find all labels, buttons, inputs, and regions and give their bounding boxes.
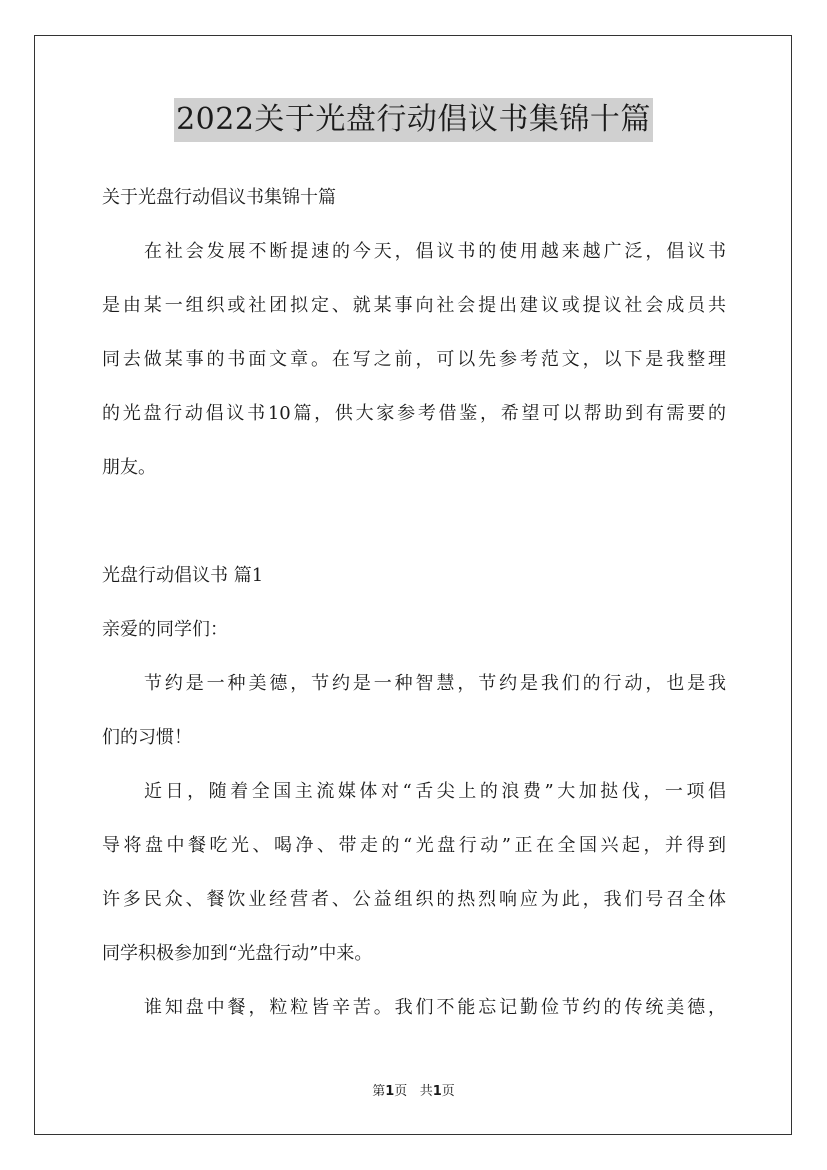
total-pages: 1 (432, 1084, 442, 1099)
section-heading: 光盘行动倡议书 篇1 (102, 565, 264, 586)
title-container (0, 98, 827, 142)
greeting: 亲爱的同学们： (102, 619, 228, 640)
paragraph-3 (102, 981, 726, 1035)
paragraph-line: 朋友。 (102, 457, 156, 478)
paragraph-2 (102, 765, 726, 981)
page-prefix: 第 (372, 1084, 386, 1099)
paragraph-line: 是由某一组织或社团拟定、就某事向社会提出建议或提议社会成员共 (102, 295, 726, 316)
document-subtitle: 关于光盘行动倡议书集锦十篇 (102, 187, 336, 208)
paragraph-line: 的光盘行动倡议书10篇，供大家参考借鉴，希望可以帮助到有需要的 (102, 403, 726, 424)
paragraph-1 (102, 657, 726, 765)
paragraph-line: 同去做某事的书面文章。在写之前，可以先参考范文，以下是我整理 (102, 349, 726, 370)
total-prefix: 共 (419, 1084, 433, 1099)
paragraph-line: 谁知盘中餐，粒粒皆辛苦。我们不能忘记勤俭节约的传统美德， (144, 997, 726, 1018)
document-title: 2022关于光盘行动倡议书集锦十篇 (174, 98, 653, 142)
paragraph-line: 们的习惯！ (102, 727, 192, 748)
paragraph-line: 在社会发展不断提速的今天，倡议书的使用越来越广泛，倡议书 (144, 241, 726, 262)
blank-line (102, 495, 726, 549)
paragraph-line: 许多民众、餐饮业经营者、公益组织的热烈响应为此，我们号召全体 (102, 889, 726, 910)
paragraph-line: 导将盘中餐吃光、喝净、带走的“光盘行动”正在全国兴起，并得到 (102, 835, 726, 856)
paragraph-line: 近日，随着全国主流媒体对“舌尖上的浪费”大加挞伐，一项倡 (144, 781, 726, 802)
paragraph-line: 节约是一种美德，节约是一种智慧，节约是我们的行动，也是我 (144, 673, 726, 694)
paragraph-line: 同学积极参加到“光盘行动”中来。 (102, 943, 373, 964)
intro-paragraph (102, 225, 726, 495)
document-body (102, 171, 726, 1035)
page-footer (0, 1082, 827, 1102)
page-unit: 页 (394, 1084, 408, 1099)
total-unit: 页 (441, 1084, 455, 1099)
page-number: 1 (385, 1084, 395, 1099)
